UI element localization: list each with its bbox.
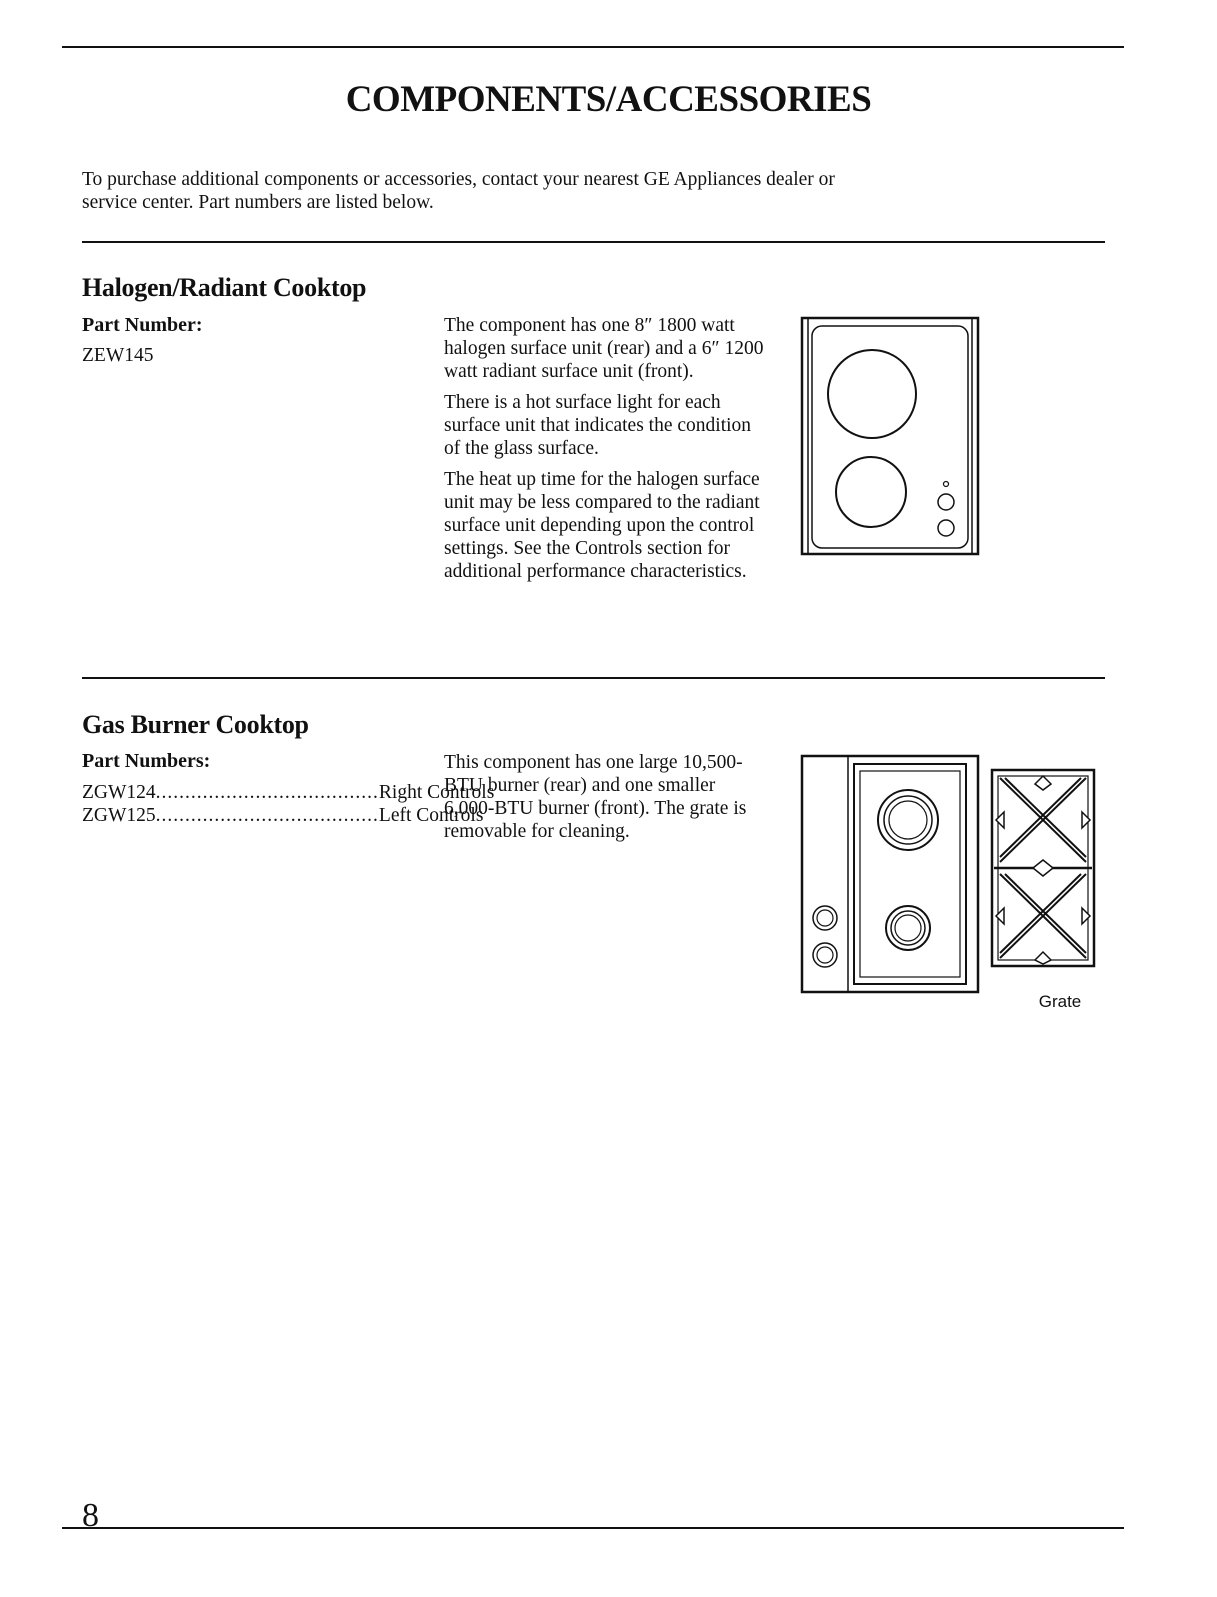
section-divider xyxy=(82,677,1105,679)
halogen-description xyxy=(444,314,764,591)
grate-illustration xyxy=(988,766,1098,970)
bottom-rule xyxy=(62,1527,1124,1529)
part-row-leader: ...................................... xyxy=(155,782,379,803)
intro-divider xyxy=(82,241,1105,243)
front-surface-unit-icon xyxy=(836,457,906,527)
gas-cooktop-illustration xyxy=(800,754,982,996)
small-burner-icon xyxy=(886,906,930,950)
part-row-leader: ...................................... xyxy=(155,805,379,826)
description-paragraph: The heat up time for the halogen surface unit may be less compared to the radiant surface unit depending upon the control settings. See the Controls section for additional performance characteristics. xyxy=(444,469,760,582)
gas-description xyxy=(444,751,764,851)
large-burner-icon xyxy=(878,790,938,850)
part-numbers-label: Part Numbers: xyxy=(82,750,211,772)
description-paragraph: This component has one large 10,500-BTU burner (rear) and one smaller 6,000-BTU burner (front). The grate is removable for cleaning. xyxy=(444,752,747,842)
part-row-number: ZGW125 xyxy=(82,805,156,826)
part-row xyxy=(82,782,495,804)
part-number-label: Part Number: xyxy=(82,314,203,336)
top-rule xyxy=(62,46,1124,48)
halogen-cooktop-illustration xyxy=(800,316,982,558)
description-paragraph: There is a hot surface light for each surface unit that indicates the condition of the glass surface. xyxy=(444,392,752,459)
part-row-number: ZGW124 xyxy=(82,782,156,803)
control-knob-icon xyxy=(938,520,954,536)
section-heading-halogen: Halogen/Radiant Cooktop xyxy=(82,273,367,302)
control-knob-icon xyxy=(938,494,954,510)
part-row xyxy=(82,805,484,827)
intro-text: To purchase additional components or accessories, contact your nearest GE Appliances dealer or service center. Part numbers are listed below. xyxy=(82,169,835,213)
page-number: 8 xyxy=(82,1497,99,1534)
part-row-controls: Right Controls xyxy=(378,782,495,803)
section-heading-gas: Gas Burner Cooktop xyxy=(82,710,309,739)
grate-caption: Grate xyxy=(1038,992,1082,1011)
part-row-controls: Left Controls xyxy=(378,805,484,826)
part-number-value: ZEW145 xyxy=(82,345,154,366)
page-title: COMPONENTS/ACCESSORIES xyxy=(345,79,872,120)
rear-surface-unit-icon xyxy=(828,350,916,438)
description-paragraph: The component has one 8″ 1800 watt halogen surface unit (rear) and a 6″ 1200 watt radiant surface unit (front). xyxy=(444,315,764,382)
hot-surface-light-icon xyxy=(944,482,949,487)
